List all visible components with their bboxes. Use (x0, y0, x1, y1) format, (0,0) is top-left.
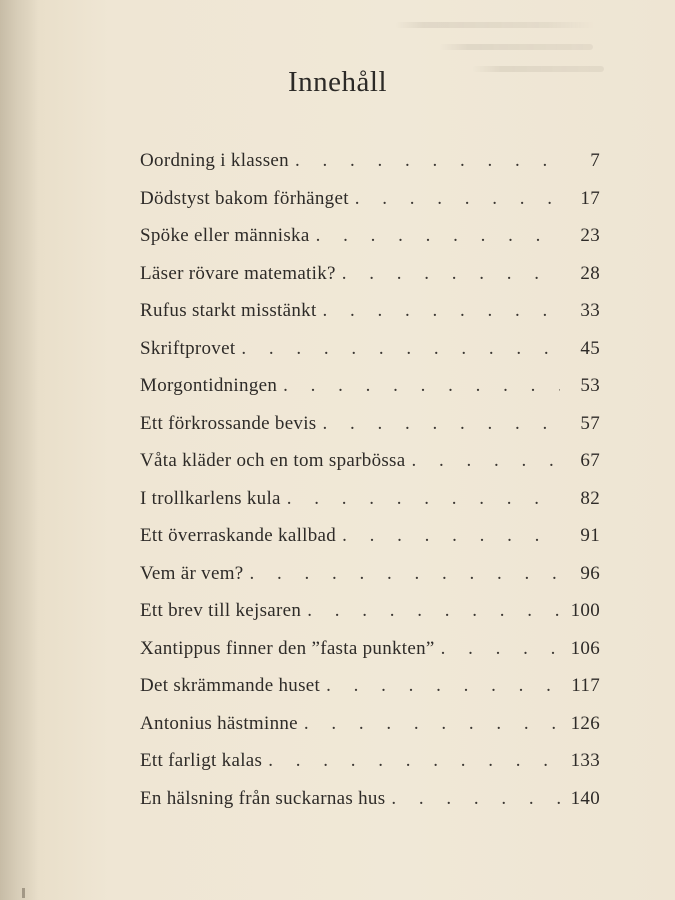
dot-leader (326, 675, 560, 697)
toc-entry (140, 488, 600, 526)
toc-entry-page-number: 57 (580, 412, 600, 434)
toc-entry-title: Ett brev till kejsaren (140, 600, 302, 621)
page-edge-mark (22, 888, 25, 898)
dot-leader (355, 188, 560, 210)
toc-entry (140, 300, 600, 338)
toc-entry-page-number: 28 (580, 262, 600, 284)
toc-entry-page-number: 67 (580, 450, 600, 471)
toc-entry-page-number: 7 (590, 150, 600, 171)
toc-entry-page-number: 53 (580, 375, 600, 396)
toc-entry (140, 713, 600, 751)
toc-entry-title: Vem är vem? (140, 562, 244, 584)
toc-entry-title: Ett farligt kalas (140, 750, 263, 771)
dot-leader (412, 450, 561, 472)
toc-entry (140, 788, 600, 826)
toc-entry (140, 338, 600, 376)
toc-entry-page-number: 82 (580, 487, 600, 509)
toc-entry (140, 450, 600, 488)
toc-entry (140, 150, 600, 188)
toc-entry (140, 675, 600, 713)
toc-entry-page-number: 91 (580, 525, 600, 546)
toc-entry-title: Våta kläder och en tom sparbössa (140, 450, 406, 471)
toc-entry (140, 750, 600, 788)
toc-entry-page-number: 23 (580, 225, 600, 246)
page-title: Innehåll (287, 66, 387, 98)
toc-entry (140, 375, 600, 413)
toc-entry-title: Läser rövare matematik? (140, 262, 336, 284)
toc-entry-page-number: 100 (570, 600, 600, 621)
dot-leader (241, 338, 560, 360)
toc-entry (140, 563, 600, 601)
dot-leader (323, 413, 560, 435)
toc-entry-title: Xantippus finner den ”fasta punkten” (140, 637, 435, 659)
dot-leader (283, 375, 560, 397)
dot-leader (342, 263, 560, 285)
dot-leader (307, 600, 560, 622)
toc-entry-page-number: 126 (570, 712, 600, 734)
toc-entry-page-number: 133 (570, 750, 600, 771)
dot-leader (316, 225, 560, 247)
toc-entry-title: Oordning i klassen (140, 150, 289, 171)
toc-entry-page-number: 140 (570, 787, 600, 809)
toc-entry (140, 525, 600, 563)
toc-entry-title: Antonius hästminne (140, 712, 298, 734)
binding-shadow (0, 0, 38, 900)
toc-entry-title: Rufus starkt misstänkt (140, 300, 317, 321)
toc-entry-title: Dödstyst bakom förhänget (140, 187, 349, 209)
dot-leader (287, 488, 560, 510)
toc-entry (140, 188, 600, 226)
toc-entry-title: Ett förkrossande bevis (140, 412, 317, 434)
toc-entry-title: Skriftprovet (140, 337, 236, 359)
toc-entry-page-number: 117 (571, 675, 600, 696)
toc-entry (140, 225, 600, 263)
toc-entry (140, 413, 600, 451)
toc-entry-title: Spöke eller människa (140, 225, 310, 246)
toc-entry-title: Morgontidningen (140, 375, 278, 396)
dot-leader (268, 750, 560, 772)
toc-entry (140, 638, 600, 676)
dot-leader (342, 525, 560, 547)
toc-entry-page-number: 45 (580, 337, 600, 359)
toc-entry-title: Det skrämmande huset (140, 675, 321, 696)
toc-entry-page-number: 17 (580, 187, 600, 209)
toc-entry-title: I trollkarlens kula (140, 487, 281, 509)
toc-entry-page-number: 33 (580, 300, 600, 321)
toc-entry (140, 263, 600, 301)
toc-entry-page-number: 106 (570, 637, 600, 659)
dot-leader (304, 713, 560, 735)
toc-entry-title: Ett överraskande kallbad (140, 525, 337, 546)
dot-leader (250, 563, 560, 585)
dot-leader (391, 788, 560, 810)
toc-entry-page-number: 96 (580, 562, 600, 584)
dot-leader (323, 300, 560, 322)
dot-leader (441, 638, 560, 660)
table-of-contents (140, 150, 600, 825)
dot-leader (295, 150, 560, 172)
toc-entry-title: En hälsning från suckarnas hus (140, 787, 386, 809)
toc-entry (140, 600, 600, 638)
